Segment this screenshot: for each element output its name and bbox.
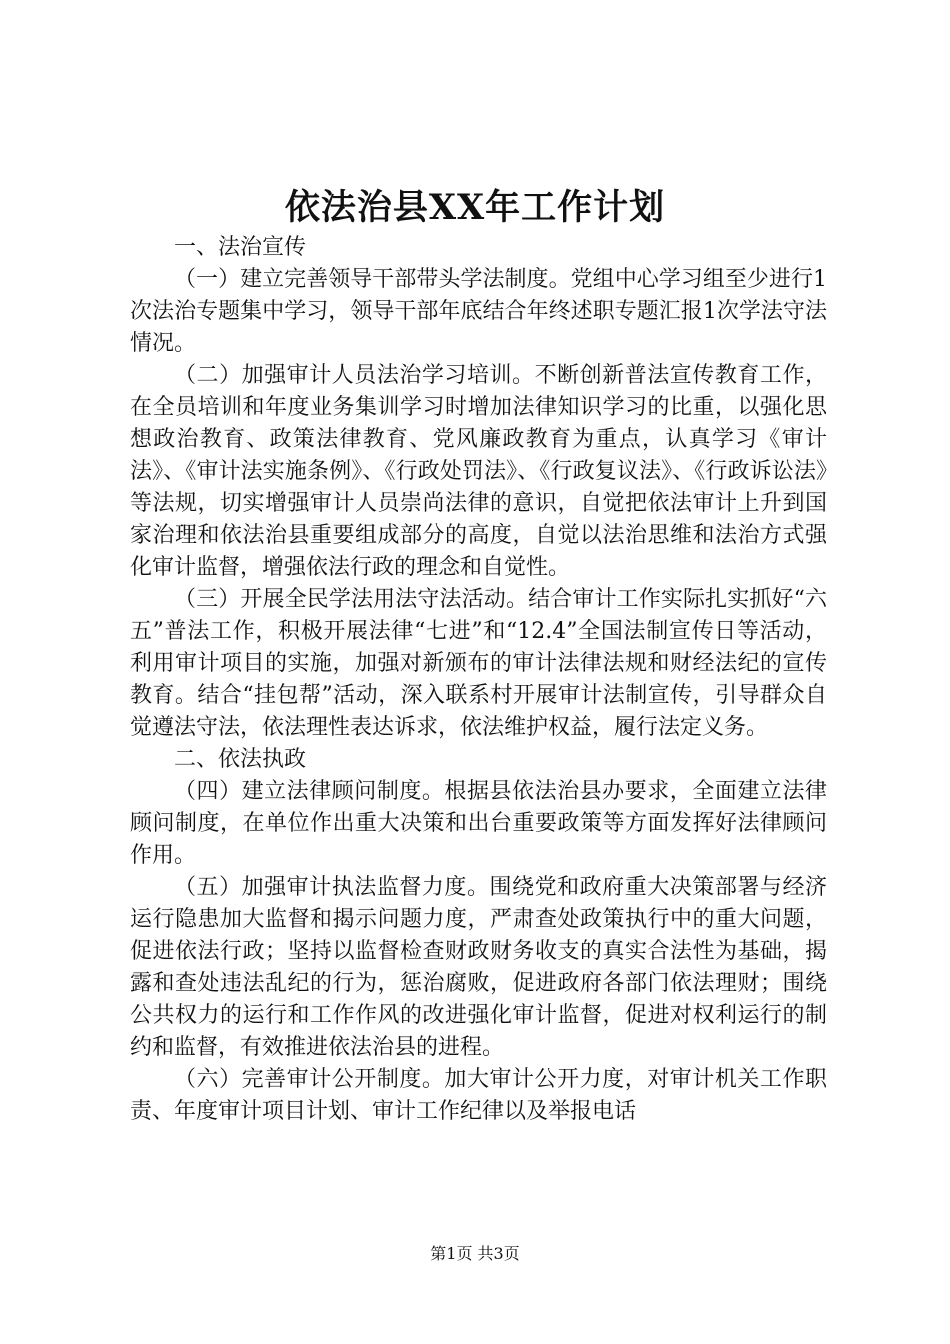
- paragraph-item-4: （四）建立法律顾问制度。根据县依法治县办要求，全面建立法律顾问制度，在单位作出重大决策和出台重要政策等方面发挥好法律顾问作用。: [130, 779, 827, 868]
- paragraph-item-6: （六）完善审计公开制度。加大审计公开力度，对审计机关工作职责、年度审计项目计划、审计工作纪律以及举报电话: [130, 1067, 827, 1124]
- document-body: [130, 232, 827, 1128]
- section-heading-governance: 二、依法执政: [174, 747, 307, 772]
- document-title: 依法治县XX年工作计划: [284, 187, 666, 228]
- paragraph-item-1: （一）建立完善领导干部带头学法制度。党组中心学习组至少进行1次法治专题集中学习，领导干部年底结合年终述职专题汇报1次学法守法情况。: [130, 267, 827, 356]
- paragraph-item-2: （二）加强审计人员法治学习培训。不断创新普法宣传教育工作，在全员培训和年度业务集训学习时增加法律知识学习的比重，以强化思想政治教育、政策法律教育、党风廉政教育为重点，认真学习《审计法》、《审计法实施条例》、《行政处罚法》、《行政复议法》、《行政诉讼法》等法规，切实增强审计人员崇尚法律的意识，自觉把依法审计上升到国家治理和依法治县重要组成部分的高度，自觉以法治思维和法治方式强化审计监督，增强依法行政的理念和自觉性。: [130, 363, 827, 580]
- paragraph-item-5: （五）加强审计执法监督力度。围绕党和政府重大决策部署与经济运行隐患加大监督和揭示问题力度，严肃查处政策执行中的重大问题，促进依法行政；坚持以监督检查财政财务收支的真实合法性为基础，揭露和查处违法乱纪的行为，惩治腐败，促进政府各部门依法理财；围绕公共权力的运行和工作作风的改进强化审计监督，促进对权利运行的制约和监督，有效推进依法治县的进程。: [130, 875, 827, 1060]
- paragraph-item-3: （三）开展全民学法用法守法活动。结合审计工作实际扎实抓好“六五”普法工作，积极开展法律“七进”和“12.4”全国法制宣传日等活动，利用审计项目的实施，加强对新颁布的审计法律法规和财经法纪的宣传教育。结合“挂包帮”活动，深入联系村开展审计法制宣传，引导群众自觉遵法守法，依法理性表达诉求，依法维护权益，履行法定义务。: [130, 587, 827, 740]
- section-heading-publicity: 一、法治宣传: [174, 235, 307, 260]
- page-number-footer: 第1页 共3页: [430, 1244, 520, 1263]
